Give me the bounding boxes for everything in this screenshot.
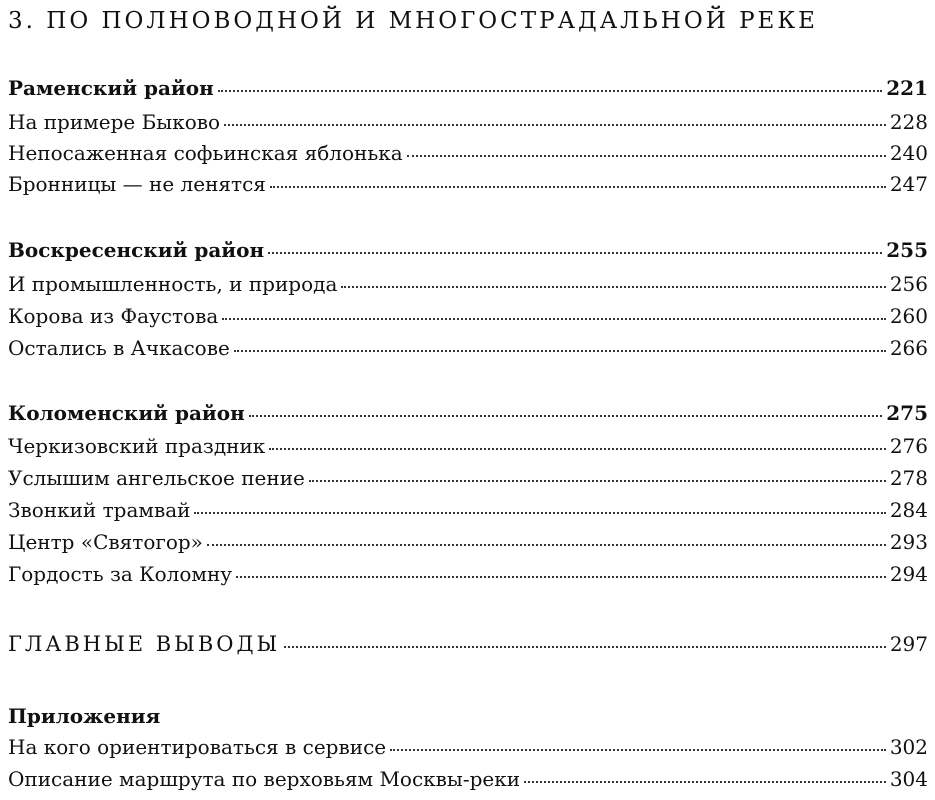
dot-leader <box>407 155 886 157</box>
dot-leader <box>236 576 886 578</box>
toc-entry-title: Раменский район <box>8 76 214 100</box>
toc-entry-title: Коломенский район <box>8 401 245 425</box>
toc-entry-page: 260 <box>889 304 928 328</box>
toc-entry-page: 255 <box>886 238 928 262</box>
toc-entry-page: 284 <box>889 498 928 522</box>
toc-section-heading-kolomensky[interactable] <box>8 401 928 431</box>
toc-entry[interactable] <box>8 110 928 140</box>
toc-entry-title: Черкизовский праздник <box>8 434 266 458</box>
toc-entry[interactable] <box>8 562 928 592</box>
toc-entry-page: 293 <box>889 530 928 554</box>
dot-leader <box>222 318 886 320</box>
toc-entry-page: 278 <box>889 466 928 490</box>
dot-leader <box>341 286 885 288</box>
chapter-title: 3. ПО ПОЛНОВОДНОЙ И МНОГОСТРАДАЛЬНОЙ РЕКЕ <box>8 8 818 34</box>
toc-entry-page: 275 <box>886 401 928 425</box>
dot-leader <box>284 646 886 648</box>
appendices-heading: Приложения <box>8 704 161 728</box>
dot-leader <box>207 544 886 546</box>
toc-entry[interactable] <box>8 172 928 202</box>
toc-entry[interactable] <box>8 272 928 302</box>
toc-entry[interactable] <box>8 530 928 560</box>
dot-leader <box>390 749 886 751</box>
toc-entry-title: Бронницы — не ленятся <box>8 172 266 196</box>
dot-leader <box>269 448 886 450</box>
toc-entry-title: Описание маршрута по верховьям Москвы-реки <box>8 767 521 791</box>
toc-entry-page: 294 <box>889 562 928 586</box>
toc-entry-title: Услышим ангельское пение <box>8 466 305 490</box>
toc-conclusions[interactable] <box>8 632 928 662</box>
dot-leader <box>524 781 886 783</box>
dot-leader <box>218 90 883 92</box>
toc-entry-page: 297 <box>889 632 928 656</box>
toc-section-heading-ramensky[interactable] <box>8 76 928 106</box>
toc-entry-title: Центр «Святогор» <box>8 530 203 554</box>
toc-entry[interactable] <box>8 735 928 765</box>
toc-entry-title: Воскресенский район <box>8 238 265 262</box>
dot-leader <box>268 252 882 254</box>
toc-entry[interactable] <box>8 304 928 334</box>
dot-leader <box>224 124 886 126</box>
toc-entry-title: На примере Быково <box>8 110 221 134</box>
toc-entry[interactable] <box>8 434 928 464</box>
toc-entry[interactable] <box>8 767 928 797</box>
toc-entry[interactable] <box>8 466 928 496</box>
dot-leader <box>194 512 885 514</box>
toc-entry-page: 228 <box>889 110 928 134</box>
toc-entry[interactable] <box>8 498 928 528</box>
toc-entry-title: Корова из Фаустова <box>8 304 219 328</box>
toc-entry-page: 256 <box>889 272 928 296</box>
toc-entry[interactable] <box>8 336 928 366</box>
toc-entry-page: 304 <box>889 767 928 791</box>
dot-leader <box>270 186 886 188</box>
toc-entry-title: На кого ориентироваться в сервисе <box>8 735 387 759</box>
toc-entry-title: Звонкий трамвай <box>8 498 191 522</box>
toc-entry-title: Гордость за Коломну <box>8 562 233 586</box>
dot-leader <box>249 415 883 417</box>
toc-entry-page: 240 <box>889 141 928 165</box>
toc-entry-title: Остались в Ачкасове <box>8 336 230 360</box>
toc-entry-page: 266 <box>889 336 928 360</box>
dot-leader <box>234 350 886 352</box>
toc-entry-title: Непосаженная софьинская яблонька <box>8 141 403 165</box>
toc-entry-title: ГЛАВНЫЕ ВЫВОДЫ <box>8 632 281 656</box>
toc-entry-page: 221 <box>886 76 928 100</box>
dot-leader <box>309 480 886 482</box>
toc-entry-page: 302 <box>889 735 928 759</box>
toc-entry-title: И промышленность, и природа <box>8 272 338 296</box>
toc-entry-page: 276 <box>889 434 928 458</box>
toc-entry-page: 247 <box>889 172 928 196</box>
toc-section-heading-voskresensky[interactable] <box>8 238 928 268</box>
toc-entry[interactable] <box>8 141 928 171</box>
